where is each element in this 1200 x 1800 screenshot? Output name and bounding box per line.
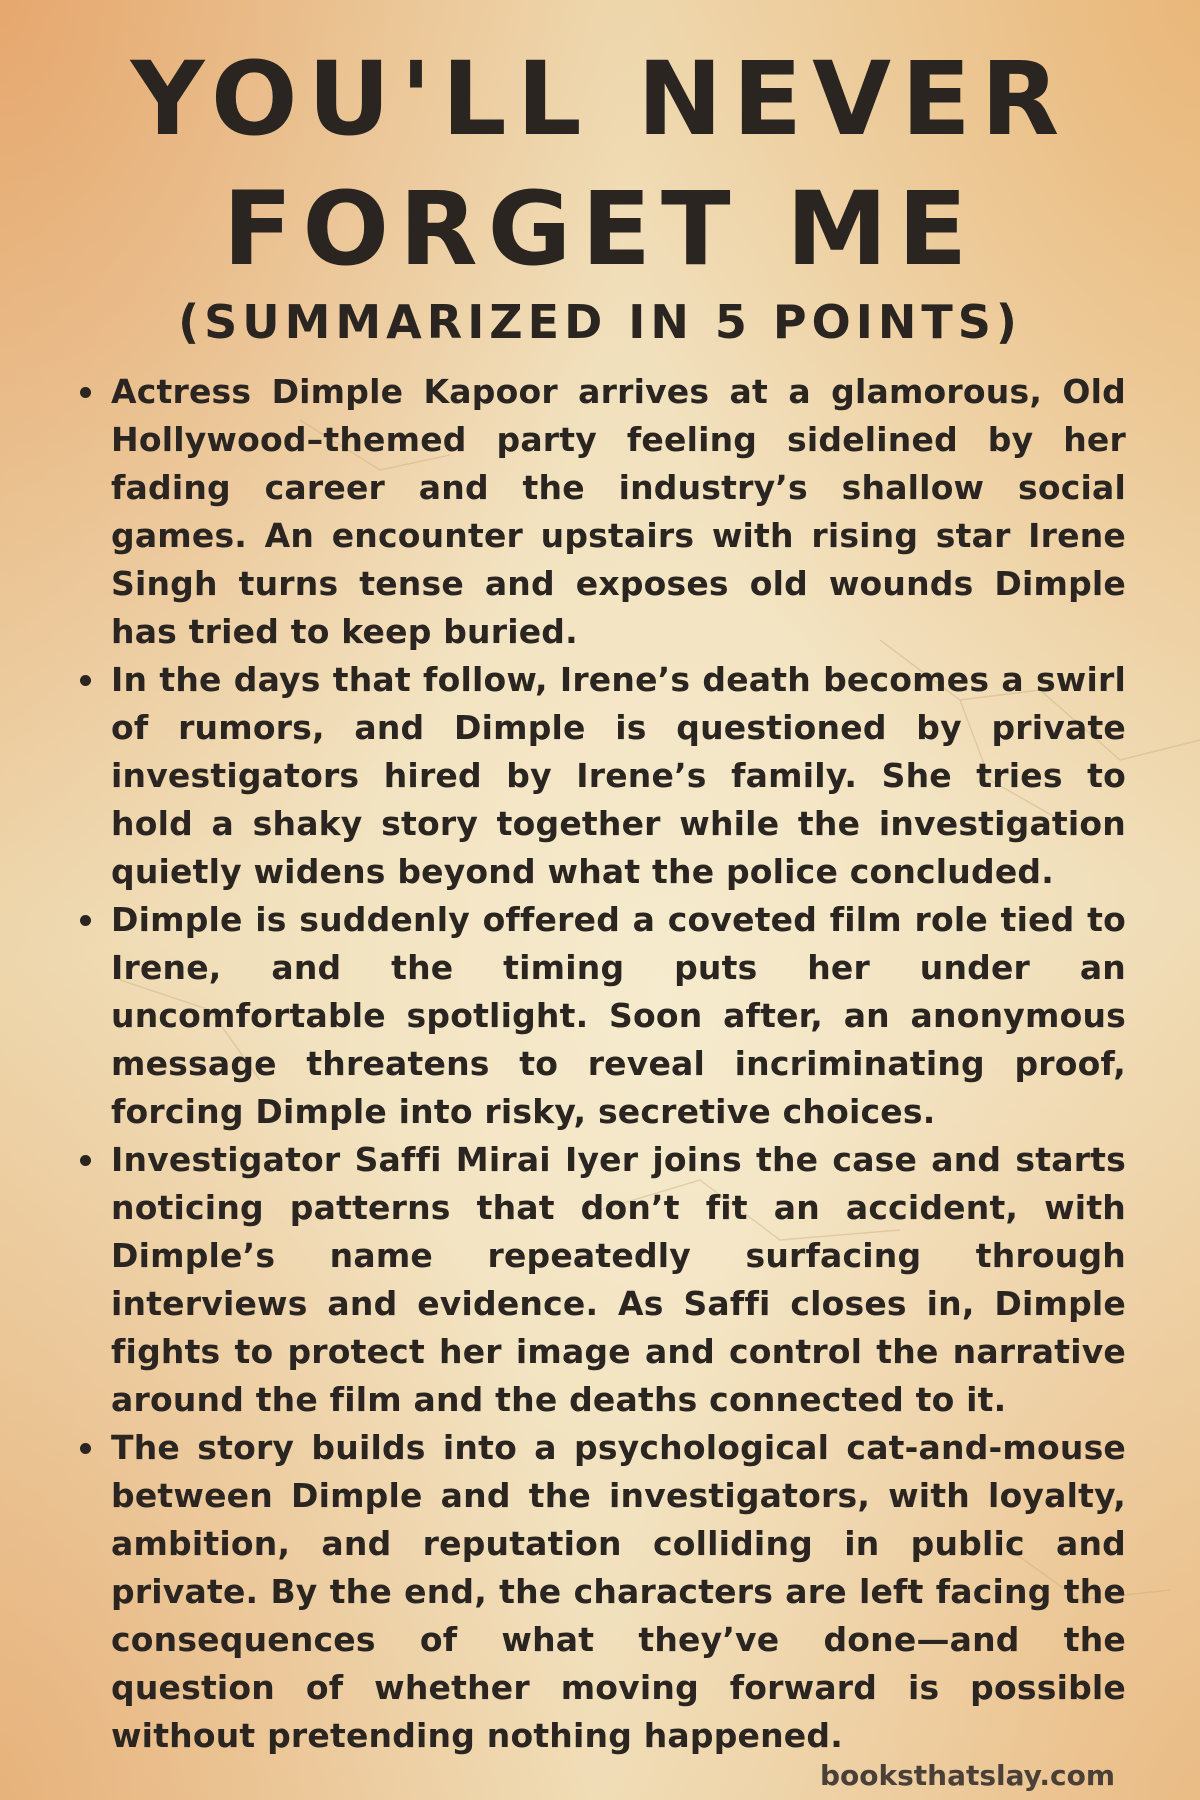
- bullet-icon: [80, 1155, 91, 1166]
- summary-point-text: Actress Dimple Kapoor arrives at a glamorous, Old Hollywood–themed party feeling sidelined by her fading career and the industry’s shallow social games. An encounter upstairs with rising star Irene Singh turns tense and exposes old wounds Dimple has tried to keep buried.: [111, 372, 1126, 651]
- site-credit: booksthatslay.com: [819, 1759, 1115, 1792]
- summary-point-text: Investigator Saffi Mirai Iyer joins the case and starts noticing patterns that don’t fit an accident, with Dimple’s name repeatedly surfacing through interviews and evidence. As Saffi closes in, Dimple fights to protect her image and control the narrative around the film and the deaths connected to it.: [111, 1140, 1126, 1419]
- summary-points-list: [78, 368, 1126, 1760]
- summary-point-3: [78, 896, 1126, 1136]
- summary-point-2: [78, 656, 1126, 896]
- book-title-line-1: YOU'LL NEVER: [130, 40, 1070, 159]
- book-title-line-2: FORGET ME: [222, 170, 978, 289]
- bullet-icon: [80, 675, 91, 686]
- bullet-icon: [80, 387, 91, 398]
- summary-point-text: In the days that follow, Irene’s death becomes a swirl of rumors, and Dimple is questioned by private investigators hired by Irene’s family. She tries to hold a shaky story together while the investigation quietly widens beyond what the police concluded.: [111, 660, 1126, 891]
- bullet-icon: [80, 1443, 91, 1454]
- summary-point-4: [78, 1136, 1126, 1424]
- subtitle: (SUMMARIZED IN 5 POINTS): [178, 295, 1022, 349]
- summary-point-5: [78, 1424, 1126, 1760]
- summary-point-text: Dimple is suddenly offered a coveted film role tied to Irene, and the timing puts her under an uncomfortable spotlight. Soon after, an anonymous message threatens to reveal incriminating proof, forcing Dimple into risky, secretive choices.: [111, 900, 1126, 1131]
- bullet-icon: [80, 915, 91, 926]
- summary-point-1: [78, 368, 1126, 656]
- summary-point-text: The story builds into a psychological cat-and-mouse between Dimple and the investigators, with loyalty, ambition, and reputation colliding in public and private. By the end, the characters are left facing the consequences of what they’ve done—and the question of whether moving forward is possible without pretending nothing happened.: [111, 1428, 1126, 1755]
